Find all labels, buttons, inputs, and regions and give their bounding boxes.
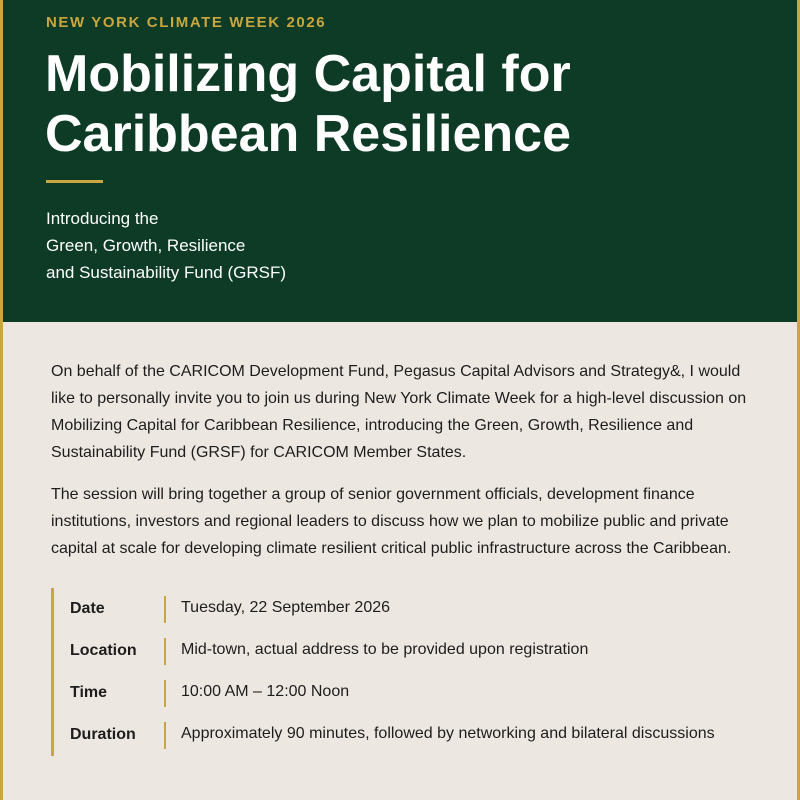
detail-row-time: [51, 672, 756, 714]
intro-line: Green, Growth, Resilience: [46, 236, 246, 255]
detail-label: Duration: [70, 726, 136, 743]
detail-separator: [164, 680, 166, 707]
invitation-paragraph: On behalf of the CARICOM Development Fund, Pegasus Capital Advisors and Strategy&, I would like to personally invite you to join us during New York Climate Week for a high-level discussion on Mobilizing Capital for Caribbean Resilience, introducing the Green, Growth, Resilience and Sustainability Fund (GRSF) for CARICOM Member States.: [51, 363, 747, 461]
event-eyebrow: NEW YORK CLIMATE WEEK 2026: [46, 14, 327, 31]
title-divider: [46, 180, 103, 183]
fund-intro: [46, 205, 286, 286]
detail-value: Mid-town, actual address to be provided upon registration: [181, 641, 589, 658]
detail-row-duration: [51, 714, 756, 756]
intro-line: and Sustainability Fund (GRSF): [46, 263, 286, 282]
page-title: [45, 44, 765, 164]
detail-value: 10:00 AM – 12:00 Noon: [181, 683, 350, 700]
title-line: Mobilizing Capital for: [45, 45, 571, 103]
detail-value: Approximately 90 minutes, followed by networking and bilateral discussions: [181, 725, 715, 742]
detail-label: Location: [70, 642, 137, 659]
detail-separator: [164, 722, 166, 749]
detail-row-date: [51, 588, 756, 630]
invitation-body: [51, 358, 756, 577]
detail-row-location: [51, 630, 756, 672]
intro-line: Introducing the: [46, 209, 159, 228]
detail-label: Time: [70, 684, 108, 701]
detail-label: Date: [70, 600, 105, 617]
detail-separator: [164, 596, 166, 623]
detail-value: Tuesday, 22 September 2026: [181, 599, 391, 616]
session-paragraph: The session will bring together a group of senior government officials, development finance institutions, investors and regional leaders to discuss how we plan to mobilize public and private capital at scale for developing climate resilient critical public infrastructure across the Caribbean.: [51, 486, 732, 557]
detail-separator: [164, 638, 166, 665]
title-line: Caribbean Resilience: [45, 105, 571, 163]
hero-banner: [0, 0, 800, 322]
event-details: [51, 588, 756, 756]
